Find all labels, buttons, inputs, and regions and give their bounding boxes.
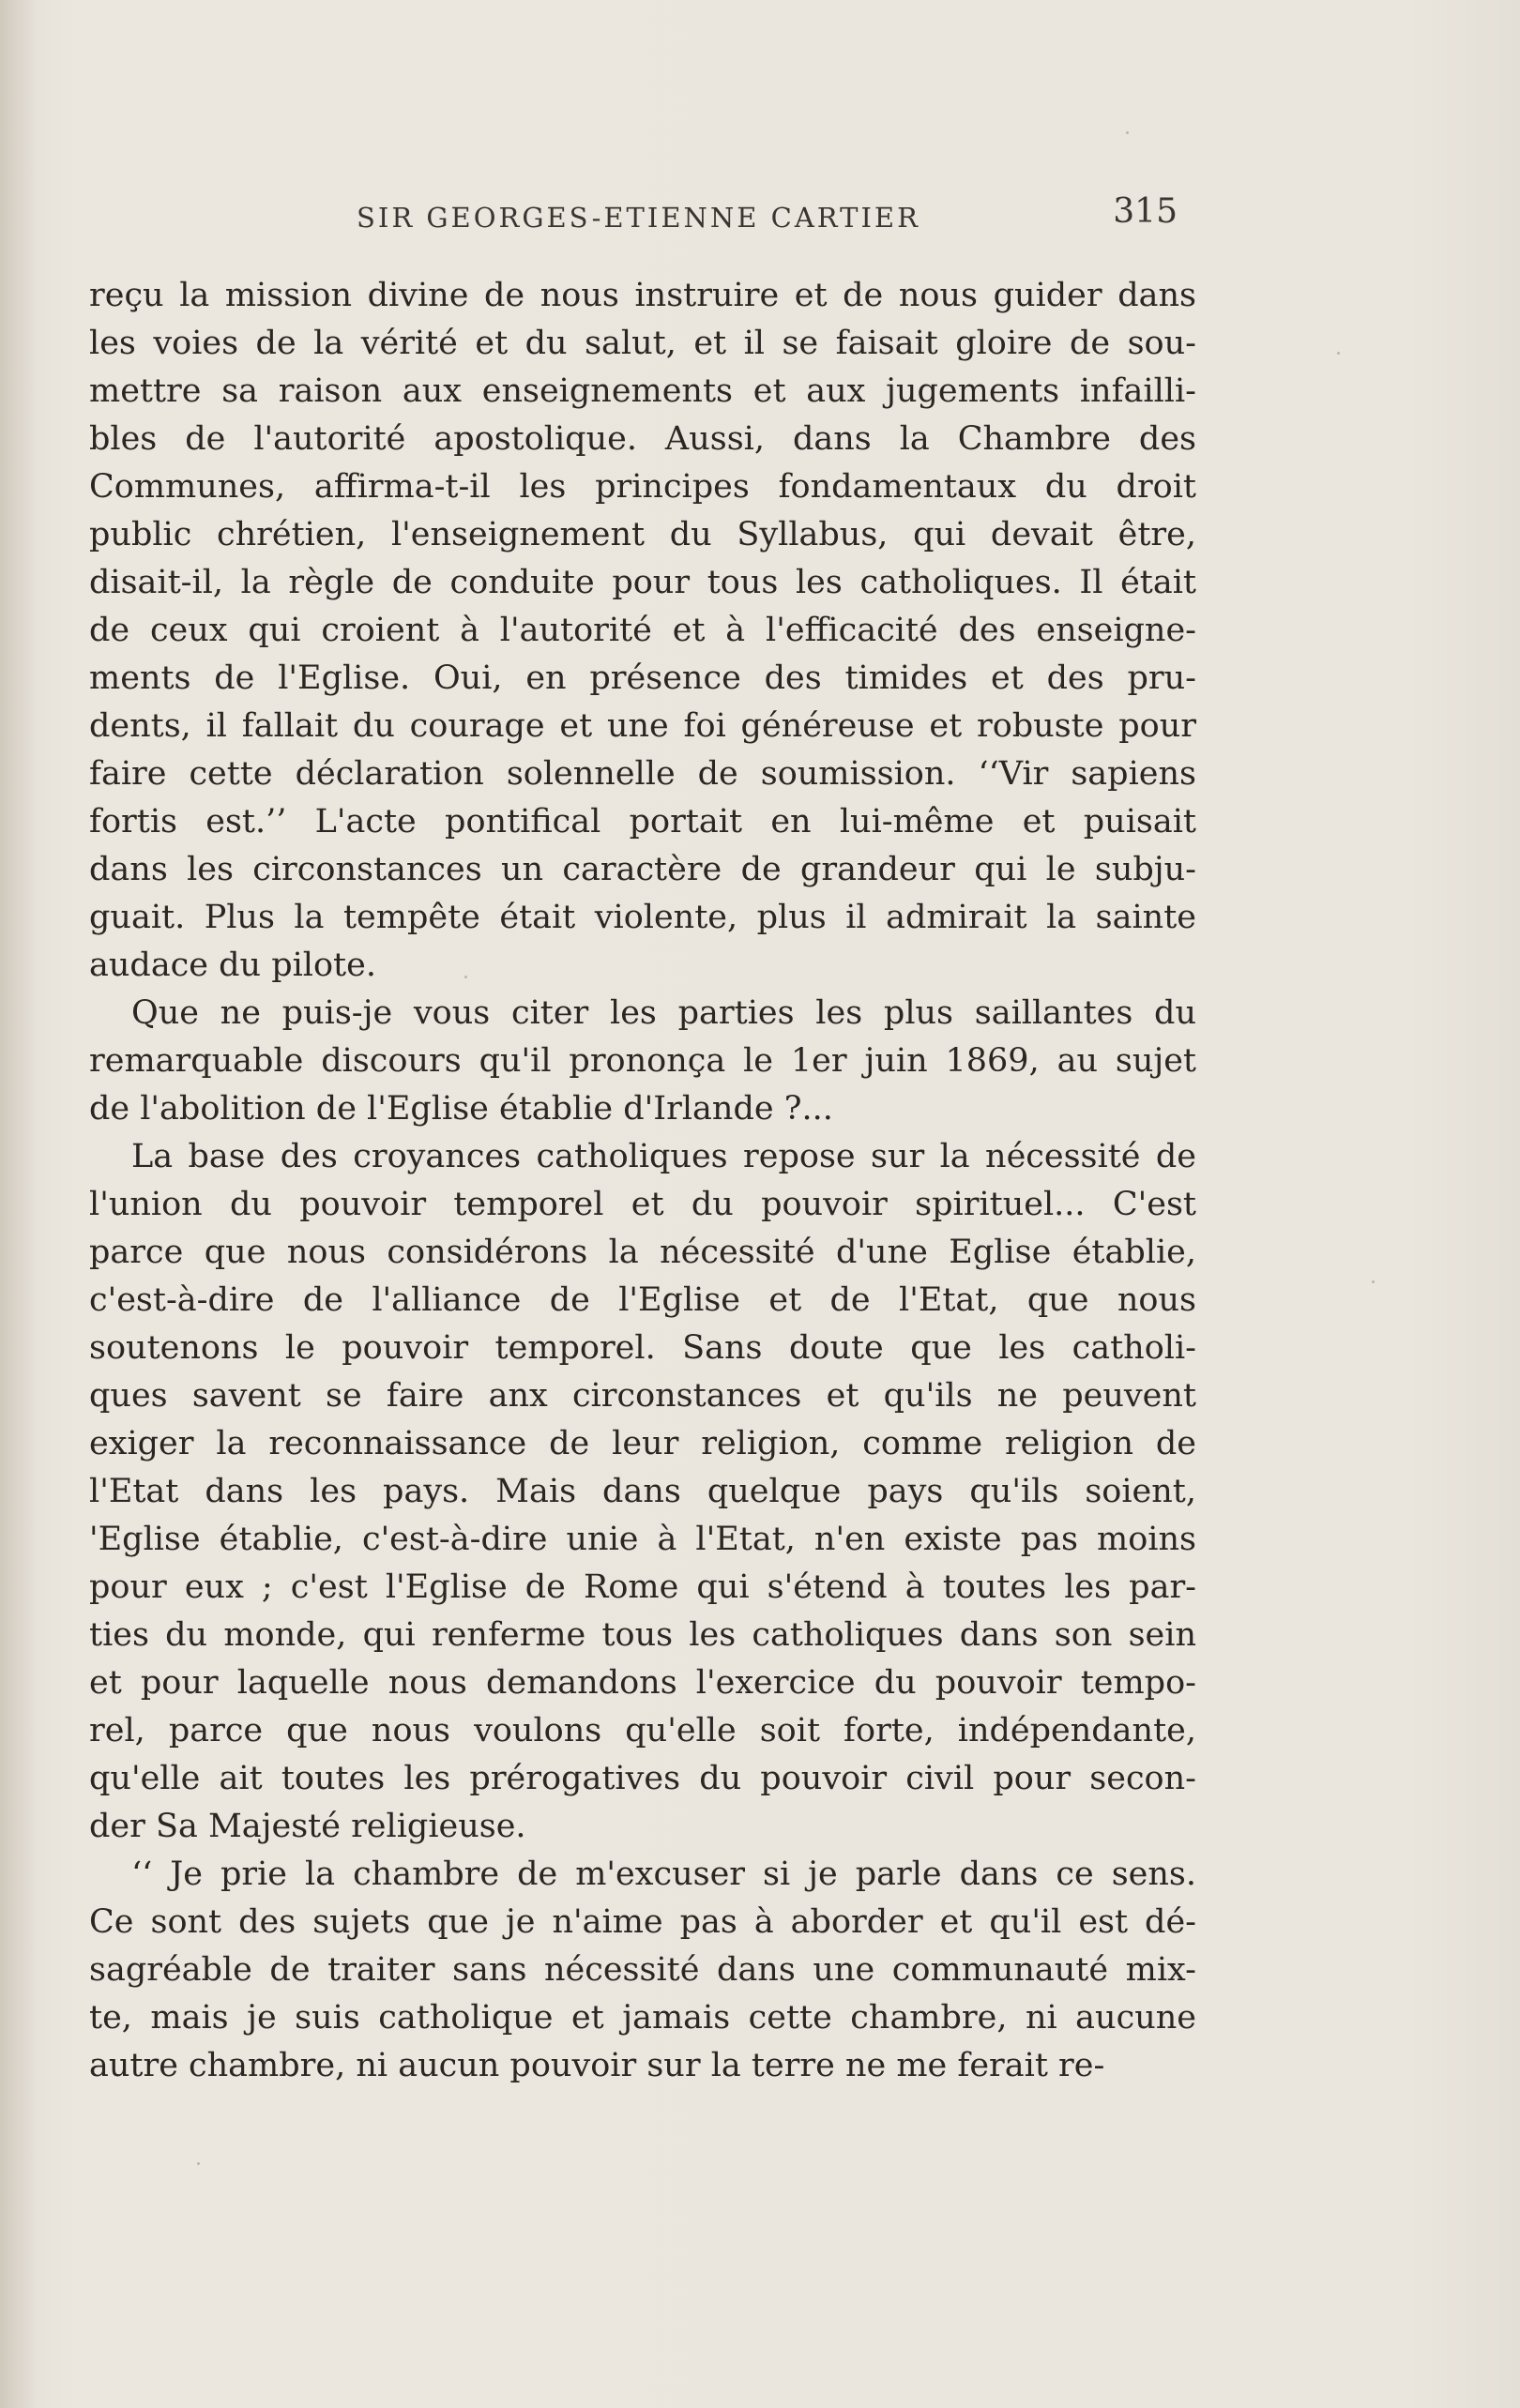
paper-speck — [197, 2162, 200, 2165]
text-line: parce que nous considérons la nécessité d'une Eglise établie, — [89, 1234, 1196, 1271]
text-line: soutenons le pouvoir temporel. Sans doute que les catholi- — [89, 1329, 1196, 1367]
text-line: exiger la reconnaissance de leur religion, comme religion de — [89, 1425, 1196, 1462]
text-line: l'Etat dans les pays. Mais dans quelque pays qu'ils soient, — [89, 1473, 1196, 1510]
paragraph — [89, 272, 1196, 990]
text-line: Communes, affirma-t-il les principes fondamentaux du droit — [89, 468, 1196, 506]
text-line: ques savent se faire anx circonstances et qu'ils ne peuvent — [89, 1377, 1196, 1415]
text-line: bles de l'autorité apostolique. Aussi, dans la Chambre des — [89, 420, 1196, 458]
text-line: te, mais je suis catholique et jamais cette chambre, ni aucune — [89, 1999, 1196, 2037]
text-line: La base des croyances catholiques repose sur la nécessité de — [131, 1138, 1196, 1175]
text-line: et pour laquelle nous demandons l'exercice du pouvoir tempo- — [89, 1664, 1196, 1702]
text-line: Que ne puis-je vous citer les parties les plus saillantes du — [131, 994, 1196, 1032]
text-line: fortis est.’’ L'acte pontifical portait en lui-même et puisait — [89, 803, 1196, 841]
text-line: Ce sont des sujets que je n'aime pas à aborder et qu'il est dé- — [89, 1903, 1196, 1941]
page-number: 315 — [1113, 192, 1178, 231]
body-text — [89, 272, 1196, 2090]
text-line: les voies de la vérité et du salut, et il se faisait gloire de sou- — [89, 325, 1196, 362]
text-line: pour eux ; c'est l'Eglise de Rome qui s'étend à toutes les par- — [89, 1568, 1196, 1606]
text-line: l'union du pouvoir temporel et du pouvoir spirituel... C'est — [89, 1186, 1196, 1223]
text-line: remarquable discours qu'il prononça le 1er juin 1869, au sujet — [89, 1042, 1196, 1080]
text-line: sagréable de traiter sans nécessité dans une communauté mix- — [89, 1951, 1196, 1989]
text-line: disait-il, la règle de conduite pour tous les catholiques. Il était — [89, 564, 1196, 601]
text-line: rel, parce que nous voulons qu'elle soit forte, indépendante, — [89, 1712, 1196, 1749]
page-spine-shadow — [0, 0, 38, 2408]
paragraph — [89, 1133, 1196, 1851]
paper-speck — [1337, 352, 1340, 355]
text-line: ties du monde, qui renferme tous les catholiques dans son sein — [89, 1616, 1196, 1654]
text-line: 'Eglise établie, c'est-à-dire unie à l'Etat, n'en existe pas moins — [89, 1521, 1196, 1558]
text-line: ments de l'Eglise. Oui, en présence des timides et des pru- — [89, 659, 1196, 697]
running-title: SIR GEORGES-ETIENNE CARTIER — [357, 202, 920, 234]
page-header — [357, 192, 1182, 239]
text-line: guait. Plus la tempête était violente, plus il admirait la sainte — [89, 899, 1196, 936]
text-line: qu'elle ait toutes les prérogatives du pouvoir civil pour secon- — [89, 1760, 1196, 1797]
text-line: der Sa Majesté religieuse. — [89, 1808, 526, 1845]
paragraph — [89, 990, 1196, 1133]
text-line: ‘‘ Je prie la chambre de m'excuser si je parle dans ce sens. — [131, 1855, 1196, 1893]
text-line: c'est-à-dire de l'alliance de l'Eglise et de l'Etat, que nous — [89, 1281, 1196, 1319]
paper-speck — [1372, 1280, 1375, 1283]
paper-speck — [1126, 131, 1129, 134]
text-line: public chrétien, l'enseignement du Syllabus, qui devait être, — [89, 516, 1196, 553]
text-line: de l'abolition de l'Eglise établie d'Irlande ?... — [89, 1090, 833, 1128]
text-line: dans les circonstances un caractère de grandeur qui le subju- — [89, 851, 1196, 888]
paragraph — [89, 1851, 1196, 2090]
text-line: audace du pilote. — [89, 947, 376, 984]
text-line: autre chambre, ni aucun pouvoir sur la terre ne me ferait re- — [89, 2047, 1105, 2084]
text-line: reçu la mission divine de nous instruire et de nous guider dans — [89, 277, 1196, 314]
text-line: dents, il fallait du courage et une foi généreuse et robuste pour — [89, 707, 1196, 745]
text-line: de ceux qui croient à l'autorité et à l'efficacité des enseigne- — [89, 612, 1196, 649]
text-line: mettre sa raison aux enseignements et aux jugements infailli- — [89, 372, 1196, 410]
text-line: faire cette déclaration solennelle de soumission. ‘‘Vir sapiens — [89, 755, 1196, 793]
paper-speck — [464, 976, 467, 978]
